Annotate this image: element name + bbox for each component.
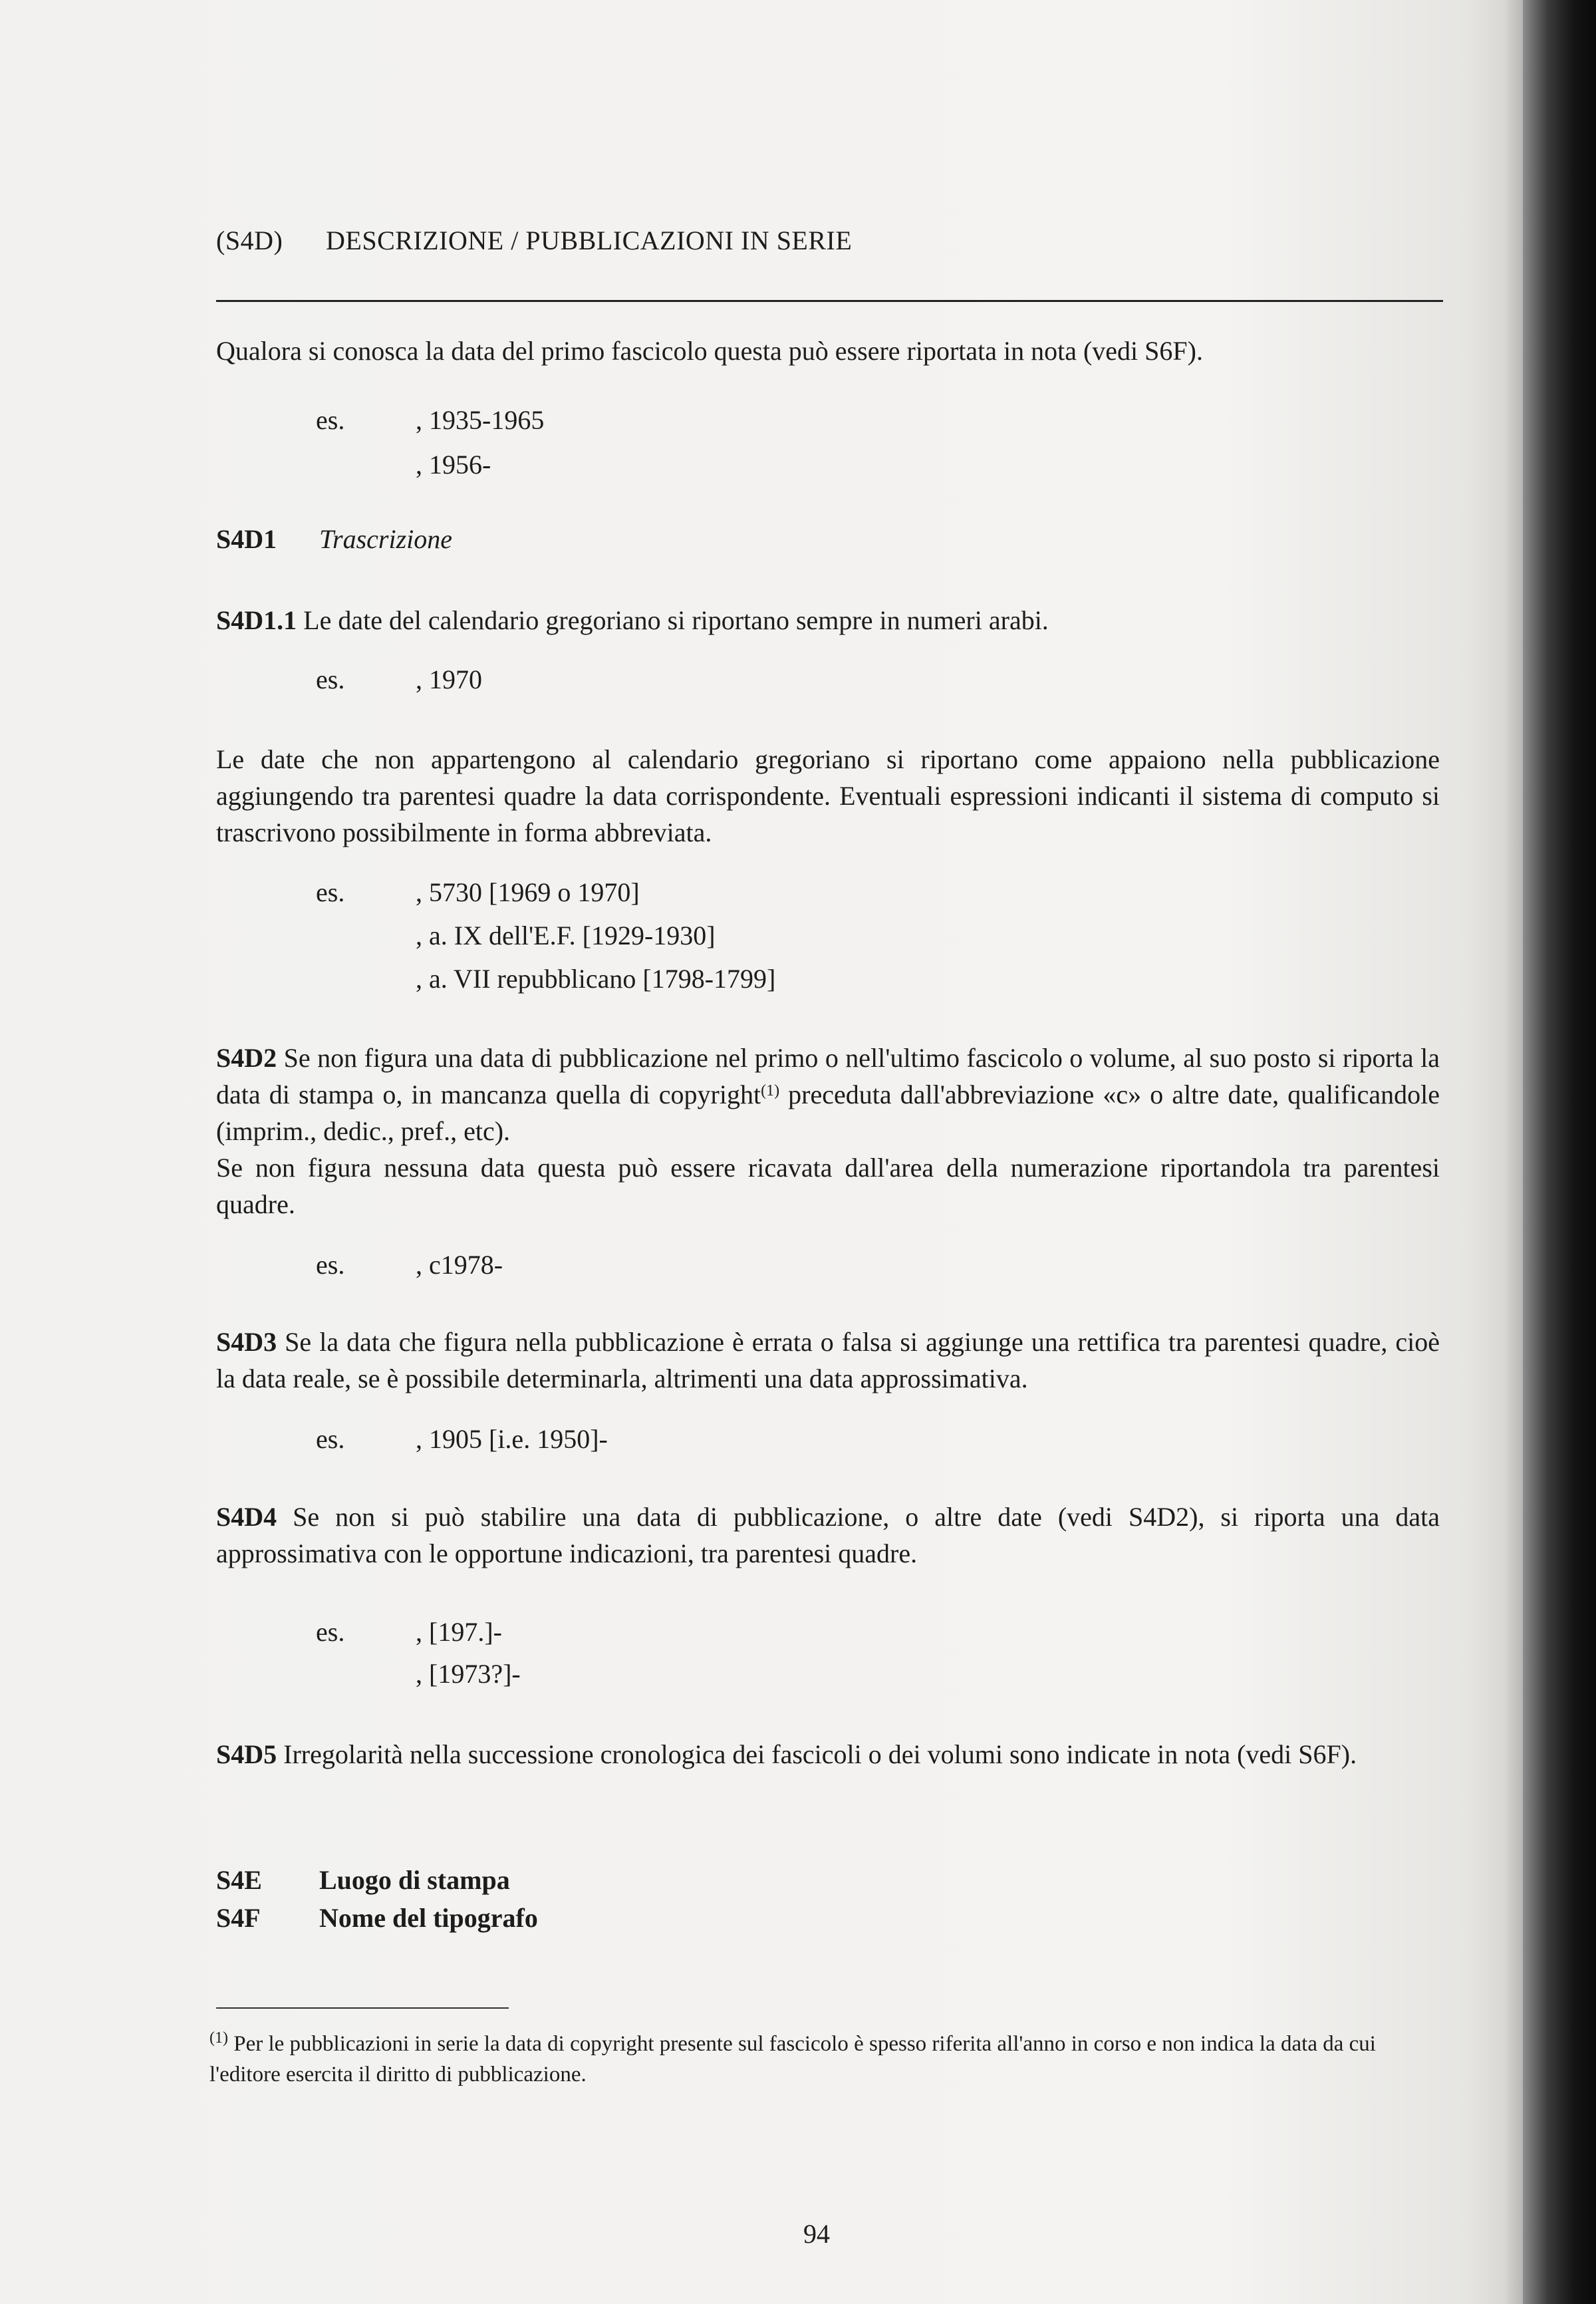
example-value: , a. IX dell'E.F. [1929-1930] xyxy=(416,921,716,950)
section-code: S4D3 xyxy=(216,1327,277,1357)
paragraph-text-second: Se non figura nessuna data questa può essere ricavata dall'area della numerazione riportandola tra parentesi quadre. xyxy=(216,1153,1440,1219)
paragraph-s4d2 xyxy=(216,1040,1440,1223)
paragraph-non-gregorian: Le date che non appartengono al calendario gregoriano si riportano come appaiono nella pubblicazione aggiungendo tra parentesi quadre la data corrispondente. Eventuali espressioni indicanti il sistema di computo si trascrivono possibilmente in forma abbreviata. xyxy=(216,744,1440,847)
book-edge-shadow xyxy=(1523,0,1596,2304)
page-number: 94 xyxy=(803,2219,830,2249)
footnote-rule xyxy=(216,2007,509,2009)
footnote xyxy=(209,2029,1446,2090)
paragraph-text: Irregolarità nella successione cronologica dei fascicoli o dei volumi sono indicate in nota (vedi S6F). xyxy=(283,1739,1357,1769)
paragraph-s4d3 xyxy=(216,1324,1440,1397)
paragraph-s4d4 xyxy=(216,1499,1440,1572)
paragraph-s4d5 xyxy=(216,1736,1440,1773)
example-label: es. xyxy=(316,1424,345,1454)
example-value: , 1905 [i.e. 1950]- xyxy=(416,1424,608,1454)
example-value: , [1973?]- xyxy=(416,1659,521,1689)
example-value: , c1978- xyxy=(416,1250,503,1280)
paragraph-text: Se la data che figura nella pubblicazione è errata o falsa si aggiunge una rettifica tra parentesi quadre, cioè la data reale, se è possibile determinarla, altrimenti una data approssimativa. xyxy=(216,1327,1440,1393)
example-label: es. xyxy=(316,1617,345,1647)
paragraph-text: Se non si può stabilire una data di pubblicazione, o altre date (vedi S4D2), si riporta una data approssimativa con le opportune indicazioni, tra parentesi quadre. xyxy=(216,1502,1440,1568)
running-head-code: (S4D) xyxy=(216,225,283,255)
paragraph-s4d1-1 xyxy=(216,602,1440,639)
footnote-mark: (1) xyxy=(209,2029,228,2047)
paragraph-text-continued: preceduta dall'abbreviazione «c» o altre date, qualificandole (imprim., dedic., pref., etc). xyxy=(216,1080,1440,1146)
example-value: , 1970 xyxy=(416,664,482,694)
footnote-reference: (1) xyxy=(761,1082,780,1099)
section-code: S4F xyxy=(216,1903,261,1933)
section-code: S4D1.1 xyxy=(216,605,297,635)
example-label: es. xyxy=(316,1250,345,1280)
paragraph-text: Se non figura una data di pubblicazione nel primo o nell'ultimo fascicolo o volume, al suo posto si riporta la data di stampa o, in mancanza quella di copyright xyxy=(216,1043,1440,1109)
intro-paragraph: Qualora si conosca la data del primo fascicolo questa può essere riportata in nota (vedi S6F). xyxy=(216,336,1203,366)
header-rule xyxy=(216,300,1443,302)
section-code: S4D4 xyxy=(216,1502,277,1532)
section-code: S4D5 xyxy=(216,1739,277,1769)
section-heading-s4d1 xyxy=(216,523,452,555)
example-label: es. xyxy=(316,877,345,907)
section-title: Nome del tipografo xyxy=(319,1903,538,1933)
section-code: S4E xyxy=(216,1865,262,1895)
running-head xyxy=(216,225,852,256)
section-heading-s4e xyxy=(216,1864,510,1896)
section-code: S4D1 xyxy=(216,524,277,554)
example-value: , 1935-1965 xyxy=(416,405,545,435)
running-head-title: DESCRIZIONE / PUBBLICAZIONI IN SERIE xyxy=(326,225,853,255)
example-value: , 1956- xyxy=(416,450,491,480)
example-value: , a. VII repubblicano [1798-1799] xyxy=(416,964,776,994)
example-value: , [197.]- xyxy=(416,1617,502,1647)
footnote-text: Per le pubblicazioni in serie la data di copyright presente sul fascicolo è spesso riferita all'anno in corso e non indica la data da cui l'editore esercita il diritto di pubblicazione. xyxy=(209,2032,1376,2087)
section-title: Luogo di stampa xyxy=(319,1865,510,1895)
section-code: S4D2 xyxy=(216,1043,277,1073)
section-title: Trascrizione xyxy=(319,524,453,554)
example-label: es. xyxy=(316,405,345,435)
paragraph-text: Le date del calendario gregoriano si riportano sempre in numeri arabi. xyxy=(303,605,1049,635)
example-value: , 5730 [1969 o 1970] xyxy=(416,877,640,907)
section-heading-s4f xyxy=(216,1902,538,1934)
example-label: es. xyxy=(316,664,345,694)
